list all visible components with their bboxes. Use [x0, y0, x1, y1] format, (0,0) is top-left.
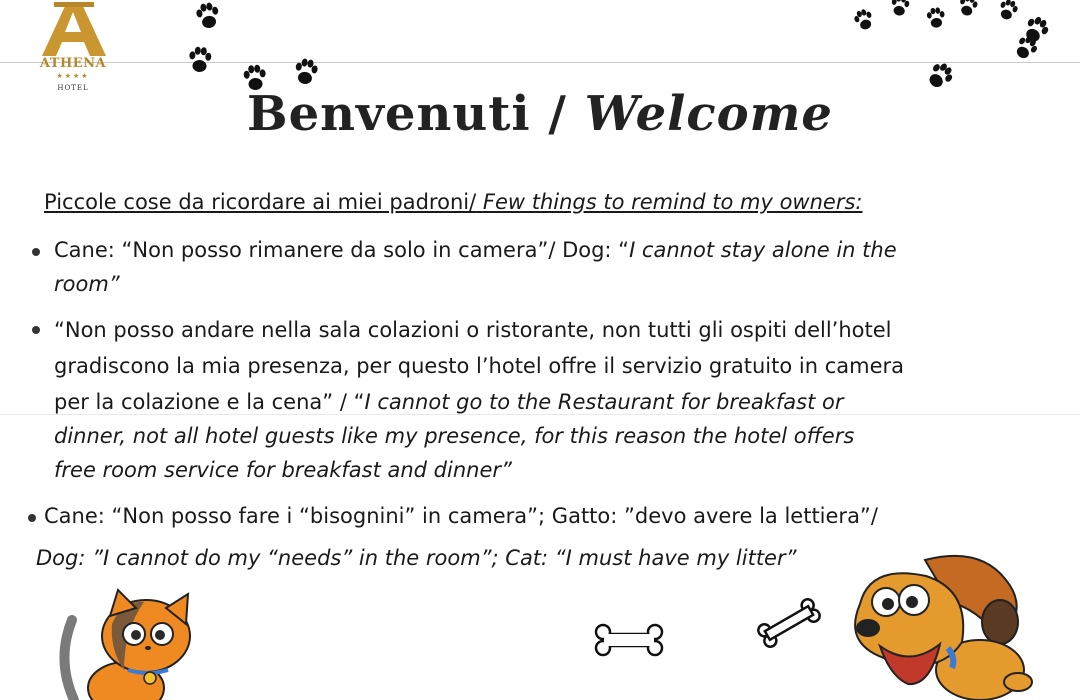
paw-icon: [1020, 13, 1052, 46]
item-text-english: Dog: ”I cannot do my “needs” in the room”; Cat: “I must have my litter”: [36, 546, 797, 570]
title-italian: Benvenuti /: [247, 86, 567, 142]
item-text-italian: “Non posso andare nella sala colazioni o ristorante, non tutti gli ospiti dell’hotel: [54, 318, 892, 342]
hotel-type: HOTEL: [57, 84, 89, 92]
paw-icon: [188, 46, 212, 73]
item-3-line-1: [44, 504, 878, 528]
item-1-line-2: [54, 272, 120, 296]
item-text-english: I cannot stay alone in the: [629, 238, 897, 262]
item-text-english: free room service for breakfast and dinner”: [54, 458, 512, 482]
title-english: Welcome: [584, 86, 833, 142]
hotel-stars: ★★★★: [56, 72, 90, 80]
reminders-heading: [44, 190, 862, 214]
item-3-line-2: [36, 546, 797, 570]
paw-icon: [890, 0, 911, 17]
item-text-italian: Cane: “Non posso fare i “bisognini” in camera”; Gatto: ”devo avere la lettiera”/: [44, 504, 878, 528]
paw-icon: [957, 0, 979, 18]
item-2-line-5: [54, 458, 512, 482]
item-2-line-3: [54, 390, 844, 414]
heading-english: Few things to remind to my owners:: [482, 190, 863, 214]
cat-illustration: [54, 590, 204, 700]
paw-icon: [996, 0, 1019, 22]
paw-icon: [852, 7, 875, 32]
page-title: [0, 86, 1080, 142]
item-text-italian: gradiscono la mia presenza, per questo l’hotel offre il servizio gratuito in camera: [54, 354, 905, 378]
hotel-name: ATHENA: [39, 56, 107, 71]
paw-icon: [195, 1, 221, 29]
item-2-line-4: [54, 424, 854, 448]
scan-line: [0, 414, 1080, 415]
bullet-icon: [32, 326, 40, 334]
item-1-line-1: [54, 238, 897, 262]
dog-illustration: [830, 550, 1040, 700]
heading-italian: Piccole cose da ricordare ai miei padroni/: [44, 190, 477, 214]
bone-icon: [594, 620, 664, 660]
item-text-english: room”: [54, 272, 120, 296]
item-text-italian: Cane: “Non posso rimanere da solo in camera”/ Dog: “: [54, 238, 630, 262]
item-text-english: dinner, not all hotel guests like my presence, for this reason the hotel offers: [54, 424, 855, 448]
item-2-line-2: [54, 354, 904, 378]
bone-icon: [756, 598, 822, 648]
item-text-english: I cannot go to the Restaurant for breakfast or: [364, 390, 844, 414]
bullet-icon: [28, 514, 36, 522]
paw-icon: [293, 57, 319, 85]
bullet-icon: [32, 248, 40, 256]
item-2-line-1: [54, 318, 892, 342]
item-text-italian: per la colazione e la cena” / “: [54, 390, 365, 414]
paw-icon: [926, 7, 945, 28]
